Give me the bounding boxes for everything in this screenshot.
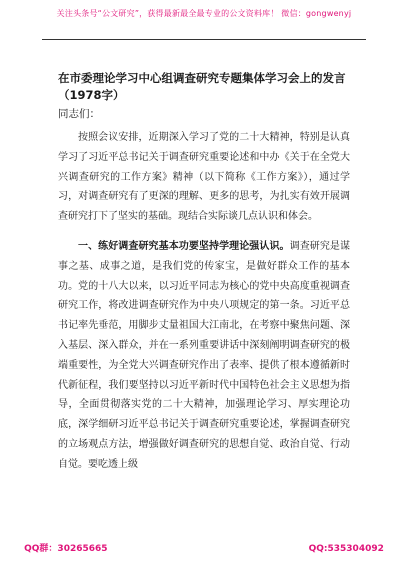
document-title: 在市委理论学习中心组调查研究专题集体学习会上的发言（1978字） <box>58 71 346 102</box>
footer-contact <box>0 541 408 554</box>
document-body <box>58 128 350 485</box>
body-paragraph <box>58 237 350 475</box>
header-divider <box>42 39 366 40</box>
section-heading: 一、练好调查研究基本功要坚持学理论强认识。 <box>78 240 290 252</box>
body-paragraph <box>58 128 350 227</box>
footer-qq: QQ:535304092 <box>308 544 384 554</box>
header-advertisement: 关注头条号“公文研究”，获得最新最全最专业的公文资料库！ 微信：gongwenyj <box>56 9 352 18</box>
paragraph-text: 按照会议安排，近期深入学习了党的二十大精神，特别是认真学习了习近平总书记关于调查研究重要论述和中办《关于在全党大兴调查研究的工作方案》精神（以下简称《工作方案》），通过学习，对调查研究有了更深的理解、更多的思考，为扎实有效开展调查研究打下了坚实的基础。现结合实际谈几点认识和体会。 <box>58 132 350 223</box>
paragraph-text: 调查研究是谋事之基、成事之道，是我们党的传家宝，是做好群众工作的基本功。党的十八大以来，以习近平同志为核心的党中央高度重视调查研究工作，将改进调查研究作为中央八项规定的第一条。习近平总书记率先垂范，用脚步丈量祖国大江南北，在考察中聚焦问题、深入基层、深入群众，并在一系列重要讲话中深刻阐明调查研究的极端重要性，为全党大兴调查研究作出了表率、提供了根本遵循新时代新征程，我们要坚持以习近平新时代中国特色社会主义思想为指导，全面贯彻落实党的二十大精神，加强理论学习、厚实理论功底，深学细研习近平总书记关于调查研究重要论述，掌握调查研究的立场观点方法，增强做好调查研究的思想自觉、政治自觉、行动自觉。要吃透上级 <box>58 240 351 470</box>
footer-qq-group: QQ群：30265665 <box>24 544 108 554</box>
salutation: 同志们： <box>58 108 100 120</box>
